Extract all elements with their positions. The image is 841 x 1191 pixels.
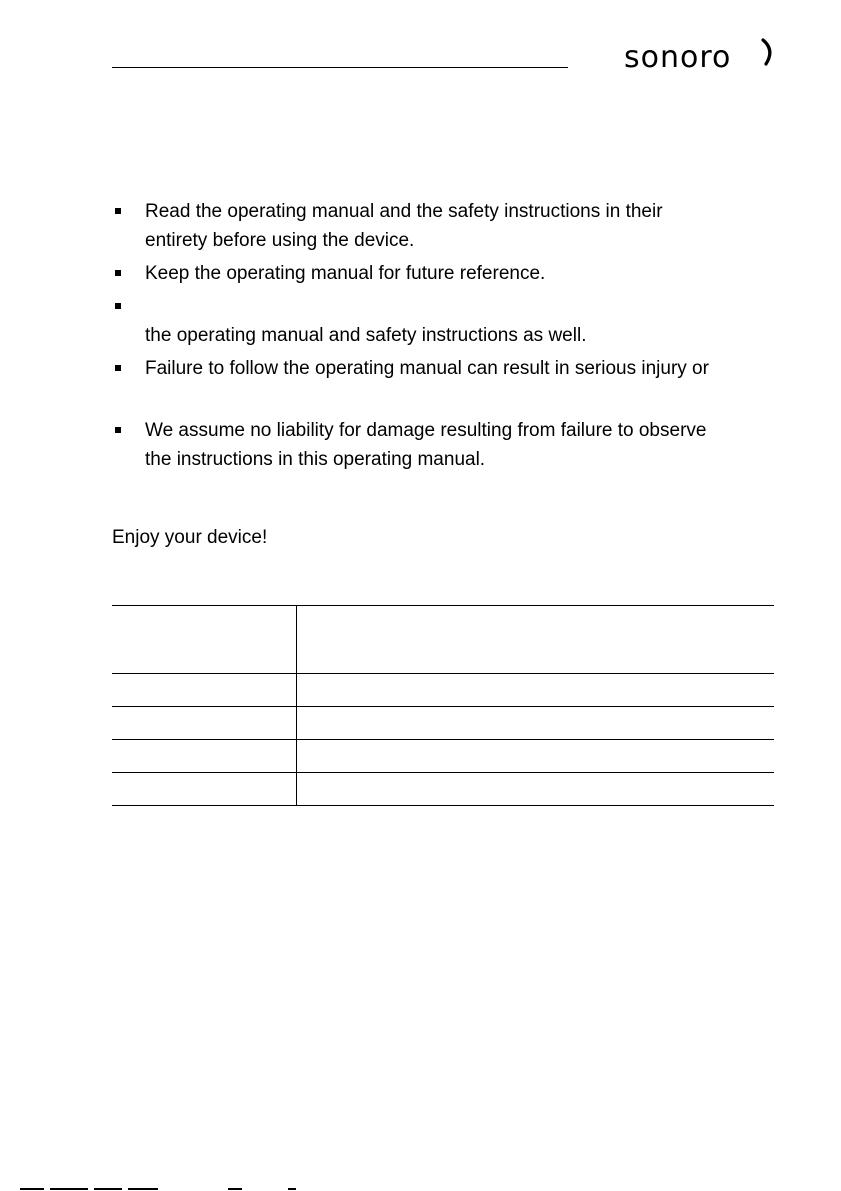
footer-mark — [94, 1188, 122, 1190]
safety-bullet-keep-manual — [112, 259, 784, 288]
sonoro-logo-mark-icon — [624, 36, 776, 74]
safety-instructions-list — [112, 197, 784, 474]
table-cell-value — [297, 707, 775, 740]
logo-wordmark: sonoro — [624, 40, 732, 74]
logo-arc-icon — [763, 40, 770, 64]
safety-bullet-liability — [112, 416, 784, 474]
bullet-text-line — [145, 383, 784, 412]
footer-mark — [288, 1188, 296, 1190]
table-row — [112, 773, 774, 806]
table-row — [112, 740, 774, 773]
footer-mark — [50, 1188, 88, 1190]
table-cell-label — [112, 773, 297, 806]
table-cell-label — [112, 674, 297, 707]
bullet-square-icon — [115, 365, 121, 371]
table-row — [112, 606, 774, 674]
table-cell-label — [112, 606, 297, 674]
closing-text: Enjoy your device! — [112, 527, 268, 548]
bullet-text-line: Keep the operating manual for future reference. — [145, 263, 546, 284]
bullet-text-line: the operating manual and safety instructions as well. — [145, 325, 587, 346]
table-cell-value — [297, 740, 775, 773]
bullet-text-line: entirety before using the device. — [145, 230, 415, 251]
bullet-text-line: the instructions in this operating manual. — [145, 449, 486, 470]
table-cell-value — [297, 606, 775, 674]
safety-bullet-failure-warning — [112, 354, 784, 412]
table-cell-label — [112, 740, 297, 773]
bullet-square-icon — [115, 303, 121, 309]
footer-crop-marks — [20, 1187, 300, 1191]
info-table — [112, 605, 774, 806]
bullet-text-line: Read the operating manual and the safety instructions in their — [145, 201, 663, 222]
footer-mark — [20, 1188, 44, 1190]
safety-bullet-read-manual — [112, 197, 784, 255]
bullet-square-icon — [115, 427, 121, 433]
table-row — [112, 707, 774, 740]
table-row — [112, 674, 774, 707]
table-cell-value — [297, 773, 775, 806]
table-cell-label — [112, 707, 297, 740]
bullet-square-icon — [115, 208, 121, 214]
footer-mark — [228, 1188, 242, 1190]
bullet-square-icon — [115, 270, 121, 276]
bullet-text-line: Failure to follow the operating manual can result in serious injury or — [145, 358, 709, 379]
safety-bullet-pass-on-manual — [112, 292, 784, 350]
table-cell-value — [297, 674, 775, 707]
sonoro-logo — [624, 36, 776, 74]
bullet-text-line — [145, 292, 784, 321]
bullet-text-line: We assume no liability for damage resulting from failure to observe — [145, 420, 707, 441]
header-rule — [112, 67, 568, 68]
footer-mark — [128, 1188, 158, 1190]
